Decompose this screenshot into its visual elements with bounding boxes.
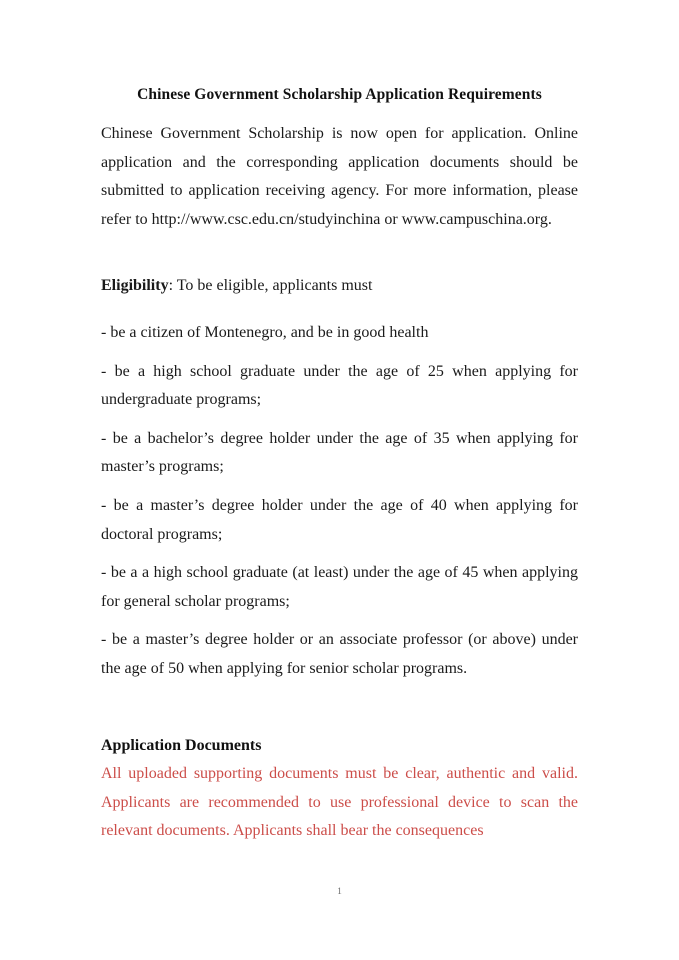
- section-spacer: [101, 234, 578, 272]
- list-item: - be a bachelor’s degree holder under the age of 35 when applying for master’s programs;: [101, 429, 578, 476]
- list-item: - be a master’s degree holder under the age of 40 when applying for doctoral programs;: [101, 496, 578, 543]
- application-documents-notice: All uploaded supporting documents must be clear, authentic and valid. Applicants are recommended to use professional device to scan the relevant documents. Applicants shall bear the consequences: [101, 765, 578, 840]
- document-body: [101, 84, 578, 846]
- list-spacer: [101, 301, 578, 319]
- page-number: 1: [337, 887, 342, 897]
- list-item: - be a citizen of Montenegro, and be in good health: [101, 323, 429, 341]
- intro-paragraph: Chinese Government Scholarship is now open for application. Online application and the corresponding application documents should be submitted to application receiving agency. For more information, please refer to http://www.csc.edu.cn/studyinchina or www.campuschina.org.: [101, 125, 578, 228]
- section-spacer: [101, 694, 578, 732]
- page-title: Chinese Government Scholarship Application Requirements: [137, 86, 542, 103]
- application-documents-heading: Application Documents: [101, 736, 262, 754]
- eligibility-lead-text: : To be eligible, applicants must: [168, 277, 373, 295]
- list-item: - be a master’s degree holder or an associate professor (or above) under the age of 50 when applying for senior scholar programs.: [101, 631, 578, 677]
- list-item: - be a a high school graduate (at least) under the age of 45 when applying for general scholar programs;: [101, 564, 578, 610]
- eligibility-label: Eligibility: [101, 277, 169, 295]
- list-item: - be a high school graduate under the age of 25 when applying for undergraduate programs;: [101, 362, 578, 409]
- eligibility-lead-line: [101, 272, 578, 301]
